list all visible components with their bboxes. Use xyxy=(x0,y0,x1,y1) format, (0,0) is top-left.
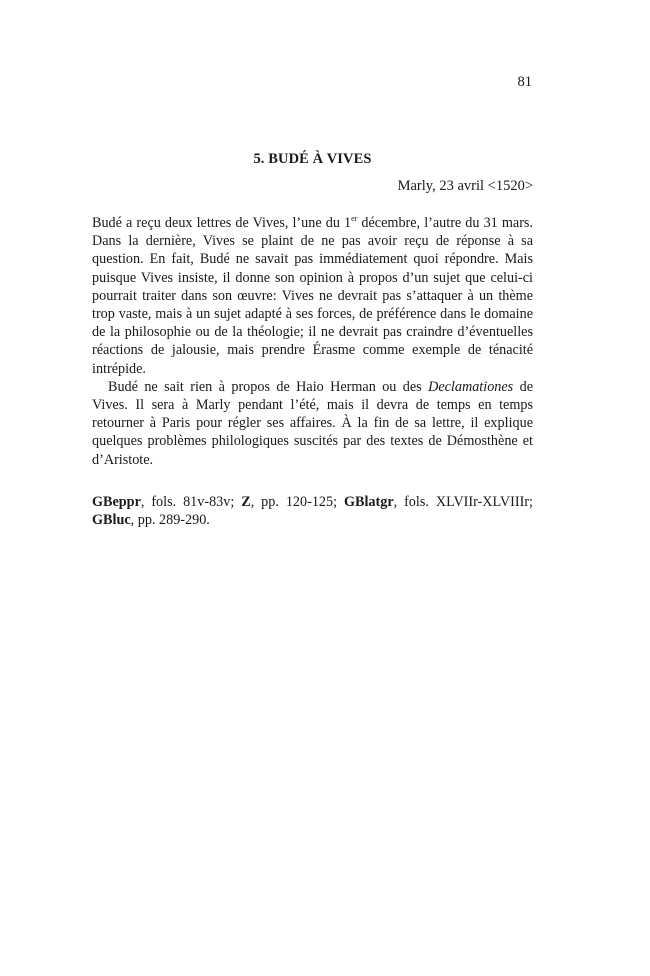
source-locator: , fols. 81v-83v; xyxy=(140,494,242,510)
source-references xyxy=(92,493,533,529)
letter-title: 5. BUDÉ À VIVES xyxy=(253,151,372,167)
summary-paragraph-1 xyxy=(92,214,533,378)
summary-p2-part-b: de Vives. Il sera à Marly pendant l’été, mais il devra de temps en temps retourner à Paris pour régler ses affaires. À la fin de sa lettre, il explique quelques problèmes philologiques suscités par des textes de Démosthène et d’Aristote. xyxy=(92,378,533,468)
letter-date: Marly, 23 avril <1520> xyxy=(397,178,533,194)
summary-p1-part-b: décembre, l’autre du 31 mars. Dans la dernière, Vives se plaint de ne pas avoir reçu de réponse à sa question. En fait, Budé ne savait pas immédiatement quoi répondre. Mais puisque Vives insiste, il donne son opinion à propos d’un sujet que celui-ci pourrait traiter dans son œuvre: Vives ne devrait pas s’attaquer à un thème trop vaste, mais à un sujet adapté à ses forces, de préférence dans le domaine de la philosophie ou de la théologie; il ne devrait pas craindre d’éventuelles réactions de jalousie, mais prendre Érasme comme exemple de ténacité intrépide. xyxy=(92,215,533,377)
summary-p1-part-a: Budé a reçu deux lettres de Vives, l’une du 1 xyxy=(92,215,352,231)
source-locator: , pp. 289-290. xyxy=(130,512,210,529)
ordinal-superscript: er xyxy=(351,214,358,223)
source-siglum: GBluc xyxy=(92,512,131,529)
source-siglum: Z xyxy=(241,494,251,510)
source-locator: , fols. XLVIIr-XLVIIIr; xyxy=(393,494,533,510)
source-locator: , pp. 120-125; xyxy=(250,494,344,510)
source-siglum: GBlatgr xyxy=(343,494,394,510)
source-siglum: GBeppr xyxy=(92,494,141,510)
summary-p2-part-a: Budé ne sait rien à propos de Haio Herman ou des xyxy=(108,378,429,395)
summary-paragraph-2 xyxy=(92,378,533,469)
page-number: 81 xyxy=(517,74,532,90)
letter-summary xyxy=(92,214,533,469)
work-title-italic: Declamationes xyxy=(428,378,514,395)
